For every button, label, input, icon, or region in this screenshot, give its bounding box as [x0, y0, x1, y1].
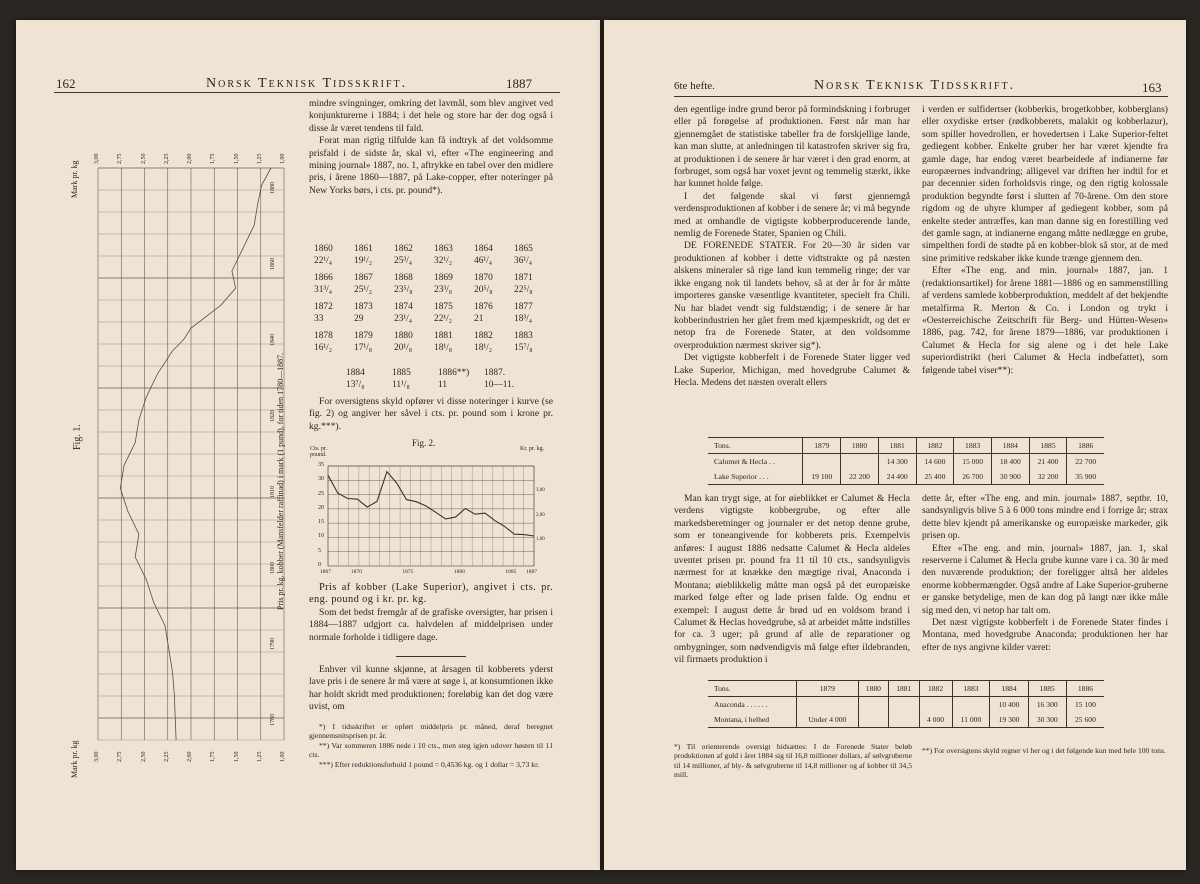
price-table-row — [314, 342, 554, 354]
table-header-cell: 1880 — [841, 438, 879, 454]
price-cell: 23³/₈ — [434, 285, 453, 295]
price-cell: 1879 — [354, 331, 373, 341]
price-cell: 1874 — [394, 302, 413, 312]
table-header-cell: 1880 — [858, 681, 888, 697]
price-cell: 1887. — [484, 368, 506, 378]
fig1-label: Fig. 1. — [72, 424, 83, 450]
right-footnote-left — [674, 742, 912, 780]
fig1-scale-label: 1,00 — [280, 153, 286, 164]
paragraph: dette år, efter «The eng. and min. journal» 1887, septbr. 10, sandsynligvis blive 5 à 6 000 tons mindre end i forrige år; strax dette blev kjendt på amerikanske og europæiske markeder, gik prisen op. — [922, 493, 1168, 542]
fig1-scale-label: 2,50 — [140, 153, 147, 164]
last-paragraph-block — [309, 664, 553, 714]
table-header-cell: 1886 — [1066, 681, 1104, 697]
fig1-scale-label: 3,00 — [94, 153, 100, 164]
price-cell: 31³/₄ — [314, 285, 333, 295]
fig2-x-label: 1887 — [526, 569, 537, 575]
fig2-right-tick: 3,00 — [536, 488, 545, 494]
journal-title-left: Norsk Teknisk Tidsskrift. — [206, 76, 408, 91]
curve-paragraph — [309, 396, 553, 433]
section-divider — [396, 656, 466, 657]
fig2-left-tick: 35 — [318, 462, 324, 468]
table-cell: 14 300 — [878, 454, 916, 470]
price-cell: 1864 — [474, 244, 493, 254]
fig1-scale-label: 1,00 — [280, 751, 286, 762]
table-header-cell: 1881 — [878, 438, 916, 454]
price-cell: 25³/₄ — [394, 256, 413, 266]
table-cell: 14 600 — [916, 454, 954, 470]
price-cell: 1884 — [346, 368, 365, 378]
price-cell: 1870 — [474, 273, 493, 283]
price-cell: 1885 — [392, 368, 411, 378]
table-cell: 19 300 — [990, 712, 1028, 728]
header-rule — [54, 92, 560, 93]
price-cell: 18³/₄ — [514, 314, 533, 324]
table-header-cell: 1884 — [991, 438, 1029, 454]
price-cell: 23¹/₄ — [394, 314, 413, 324]
fig2-left-tick: 25 — [318, 490, 324, 497]
paragraph: Efter «The eng. and min. journal» 1887, jan. 1, skal reserverne i Calumet & Hecla grube kunne vare i ca. 30 år med den nuværende produktion; der foreligger altså her aldeles enorme kobbermængder. Også andre af Lake Superior-gruberne er ganske betydelige, men de kan dog på langt nær ikke måle sig med den, vi netop har talt om. — [922, 542, 1168, 616]
table-header-cell: 1884 — [990, 681, 1028, 697]
fig1-scale-label: 2,25 — [163, 153, 170, 164]
table-cell: 22 700 — [1067, 454, 1104, 470]
price-cell: 1861 — [354, 244, 373, 254]
fig1-scale-label: 3,00 — [94, 751, 100, 762]
price-cell: 1877 — [514, 302, 533, 312]
price-cell: 1873 — [354, 302, 373, 312]
table-cell: 18 400 — [991, 454, 1029, 470]
table-cell — [889, 712, 919, 728]
table-header-cell: Tons. — [708, 681, 797, 697]
figure-2-svg — [306, 438, 558, 584]
paragraph: Det næst vigtigste kobberfelt i de Forenede Stater findes i Montana, med hovedgrube Anaconda; produktionen her har efter de nys angivne kilder været: — [922, 617, 1168, 653]
fig2-left-unit: Cts. pr. pound. — [310, 446, 328, 458]
paragraph: Efter «The eng. and min. journal» 1887, jan. 1 (redaktionsartikel) for årene 1881—1886 og en sammenstilling af verdens samlede kobberproduktion, meddelt af det bekjendte metalfirma R. Merton & Co. i London og trykt i «Oesterreichische Zeitschrift für Berg- und Hütten-Wesen» 1886, pag. 742, for årene 1879—1886, var produktionen i Calumet & Hecla for sig alene og i det hele Lake superiordistrikt (heri Calumet & Hecla indbefattet), som følgende tabel viser**): — [922, 265, 1168, 376]
table-cell — [858, 712, 888, 728]
fig2-caption-block — [309, 582, 553, 644]
fig1-year-label: 1790 — [270, 638, 276, 650]
table-cell: 16 300 — [1028, 697, 1066, 713]
fig1-scale-label: 2,25 — [163, 751, 170, 762]
fig2-left-tick: 20 — [318, 504, 324, 511]
figure-2 — [306, 438, 558, 584]
table-row — [708, 712, 1104, 728]
fig1-scale-label: 1,50 — [233, 751, 240, 762]
table-cell — [952, 697, 990, 713]
paragraph: Man kan trygt sige, at for øieblikket er Calumet & Hecla verdens vigtigste kobbergrube, og efter alle markedsberetninger og journaler er det netop denne grube, som er toneangivende for kobberets pris. Exempelvis anføres: I august 1886 nedsatte Calumet & Hecla aldeles uventet prisen pr. pound fra 11 til 10 cts., sandsynligvis nærmest for at knække den mægtige rival, Anaconda i Montana; øieblikkelig måtte man også på det europæiske marked følge efter og lade prisen falde. Og endnu et exempel: I august dette år brød ud en voldsom brand i Calumet & Heclas hovedgrube, så at arbeidet måtte indstilles for ca. 3 uger; på grund af alle de reparationer og ombygninger, som nødvendigvis må følge efter ildebranden, vil firmaets produktion i — [674, 493, 910, 666]
price-cell: 25¹/₂ — [354, 285, 373, 295]
paragraph: For oversigtens skyld opfører vi disse noteringer i kurve (se fig. 2) og angiver her såvel i cts. pr. pound som i krone pr. kg.***). — [309, 396, 553, 432]
table-cell: 15 000 — [954, 454, 992, 470]
table-row — [708, 697, 1104, 713]
left-page — [16, 20, 600, 870]
fig1-scale-label: 2,75 — [117, 153, 124, 164]
price-cell: 19¹/₂ — [354, 256, 373, 266]
price-cell: 10—11. — [484, 380, 515, 390]
table-header-cell: 1883 — [954, 438, 992, 454]
paragraph: I det følgende skal vi først gjennemgå verdensproduktionen af kobber i de senere år; vi må begynde med at omhandle de vigtigste kobberproducerende lande, nemlig de Forenede Stater, Spanien og Chili. — [674, 190, 910, 240]
fig1-year-label: 1800 — [270, 562, 276, 574]
fig2-x-label: 1870 — [350, 569, 362, 575]
price-table-row — [314, 284, 554, 296]
price-cell: 1880 — [394, 331, 413, 341]
figure-1 — [70, 128, 306, 778]
footnote: *) Til orienterende oversigt hidsættes: I de Forenede Stater beløb produktionen af guld i året 1884 sig til 16,8 millioner dollars, af sølvgruberne til 14 millioner, af bly- & sølvgruberne til 14,8 millioner og af kobber til 34,5 mill. — [674, 742, 912, 780]
table-cell: 30 300 — [1028, 712, 1066, 728]
table-cell: 32 200 — [1029, 469, 1067, 485]
price-cell: 32¹/₂ — [434, 256, 453, 266]
fig2-caption: Pris af kobber (Lake Superior), angivet i cts. pr. eng. pound og i kr. pr. kg. — [309, 582, 553, 606]
fig1-scale-label: 1,25 — [256, 751, 263, 762]
fig2-right-tick: 1,00 — [536, 537, 545, 543]
table-cell: 19 100 — [803, 469, 841, 485]
fig2-left-tick: 10 — [318, 533, 324, 540]
table-cell: Montana, i helhed — [708, 712, 797, 728]
header-rule — [674, 96, 1168, 97]
issue-label: 6te hefte. — [674, 80, 715, 92]
price-cell: 36¹/₄ — [514, 256, 533, 266]
table-header-cell: Tons. — [708, 438, 803, 454]
price-cell: 11¹/₈ — [392, 380, 410, 390]
price-cell: 22⁵/₈ — [514, 285, 533, 295]
fig1-scale-label: 1,25 — [256, 153, 263, 164]
fig1-scale-label: 2,75 — [117, 751, 124, 762]
price-cell: 15⁷/₈ — [514, 343, 533, 353]
price-cell: 1866 — [314, 273, 333, 283]
footnote: **) For oversigtens skyld regner vi her og i det følgende kun med hele 100 tons. — [922, 746, 1166, 755]
table-cell: Anaconda . . . . . . — [714, 700, 768, 709]
year-label: 1887 — [506, 76, 532, 91]
table-header-row — [708, 681, 1104, 697]
price-cell: 33 — [314, 314, 324, 324]
left-footnotes — [309, 722, 553, 769]
price-cell: 29 — [354, 314, 364, 324]
price-cell: 22¹/₂ — [434, 314, 453, 324]
right-col-b — [922, 104, 1168, 377]
paragraph: i verden er sulfidertser (kobberkis, brogetkobber, kobberglans) eller oxydiske ertser (rødkobberets, malakit og kobberlazur), som spiller hovedrollen, er hovedertsen i Lake Superior-feltet gediegent kobber. Enkelte gruber her har været kjendte fra gamle dage, har endog været bearbeidede af indianerne før europæernes indvandring; alligevel var driften her indtil for et par decennier siden forholdsvis ringe, og den rigtig kolossale produktion begyndte først i slutten af 70-årene. Om den store rigdom og de uhyre klumper af gediegent kobber, som på enkelte steder antræffes, kan man danne sig en forestilling ved det gamle sagn, at indianerne engang måtte nedlægge en grube, simpelthen fordi de stødte på en kobber-blok så stor, at de med sine primitive redskaber ikke kunde trænge gjennem den. — [922, 104, 1168, 264]
price-table-row — [314, 243, 554, 255]
table-row — [708, 454, 1104, 470]
table-row — [708, 469, 1104, 485]
table-cell: Under 4 000 — [797, 712, 859, 728]
table-header-cell: 1881 — [889, 681, 919, 697]
price-table-row — [314, 301, 554, 313]
fig1-year-label: 1780 — [270, 714, 276, 726]
paragraph: Det vigtigste kobberfelt i de Forenede Stater ligger ved Lake Superior, Michigan, med hovedgrube Calumet & Hecla. Medens det næsten overalt ellers — [674, 352, 910, 388]
paragraph: Enhver vil kunne skjønne, at årsagen til kobberets yderst lave pris i de senere år må være at søge i, at konsumtionen ikke har holdt skridt med produktionen; foreløbig kan det dog være uvist, om — [309, 664, 553, 713]
fig2-label: Fig. 2. — [412, 438, 436, 448]
table-cell — [803, 454, 841, 470]
fig2-left-tick: 5 — [318, 547, 321, 554]
production-table-lake-superior — [708, 437, 1104, 485]
price-cell: 20¹/₈ — [394, 343, 413, 353]
fig2-x-label: 1885 — [505, 569, 517, 575]
price-cell: 1883 — [514, 331, 533, 341]
fig2-x-label: 1880 — [453, 569, 465, 575]
footnote: *) I tidsskriftet er opført middelpris pr. måned, deraf beregnet gjennemsnitsprisen pr. år. — [309, 722, 553, 741]
fig1-bottom-axis-label: Mark pr. kg — [70, 740, 79, 778]
table-cell: 10 400 — [990, 697, 1028, 713]
fig1-scale-label: 1,75 — [210, 751, 217, 762]
price-table-row — [346, 367, 530, 379]
fig1-scale-label: 2,00 — [187, 751, 193, 762]
footnote: ***) Efter reduktionsforhold 1 pound = 0,4536 kg. og 1 dollar = 3,73 kr. — [319, 759, 540, 769]
fig1-year-label: 1880 — [270, 182, 276, 194]
paragraph: DE FORENEDE STATER. For 20—30 år siden var produktionen af kobber i dette vidtstrakte og på næsten alskens mineraler så rige land kun temmelig ringe; der var ikke engang nok til landets behov, så at der år for år måtte importeres ganske væsentlige kvantiteter, specielt fra Chili. Nu har bladet vendt sig fuldstændig; i de senere år har kobberindustrien her gået frem med kjæmpeskridt, og det er netop fra de Forenede Stater, at den voldsomme overproduktion nærmest skriver sig*). — [674, 240, 910, 351]
fig1-scale-label: 2,00 — [187, 153, 193, 164]
table-header-cell: 1882 — [919, 681, 952, 697]
table-header-cell: 1886 — [1067, 438, 1104, 454]
table-cell: Lake Superior . . . — [708, 469, 803, 485]
page-number-right: 163 — [1142, 80, 1162, 95]
table-cell: 30 900 — [991, 469, 1029, 485]
right-col-d — [922, 493, 1168, 654]
table-cell: 15 100 — [1066, 697, 1104, 713]
table-cell: 21 400 — [1029, 454, 1067, 470]
table-header-cell: 1879 — [797, 681, 859, 697]
table-header-cell: 1879 — [803, 438, 841, 454]
table-cell — [858, 697, 888, 713]
paragraph: den egentlige indre grund beror på formindskning i forbruget eller på forøgelse af produktionen. Først når man har gjennemgået de statistiske tabeller fra de forskjellige lande, kan man slutte, at anledningen til katastrofen skriver sig fra, at produktionen i de senere år har været i den grad enorm, at forbruget, som også har voxet jevnt og temmelig stærkt, ikke har kunnet holde følge. — [674, 104, 910, 190]
fig1-top-axis-label: Mark pr. kg — [70, 160, 79, 198]
fig1-vertical-caption: Pris pr. kg. kobber (Mansfelder raffinad) i mark (1 pund), for tiden 1780—1887. — [276, 352, 285, 610]
price-cell: 1875 — [434, 302, 453, 312]
paragraph: Som det bedst fremgår af de grafiske oversigter, har prisen i 1884—1887 udgjort ca. halvdelen af middelprisen under normale forholde i tidligere dage. — [309, 606, 553, 643]
price-cell: 1872 — [314, 302, 333, 312]
price-cell: 18¹/₂ — [474, 343, 493, 353]
right-footnote-right — [922, 746, 1168, 755]
paragraph: mindre svingninger, omkring det lavmål, som blev angivet ved konjunkturerne i 1884; i det hele og store har der dog også i disse år været tendens til fald. — [309, 98, 553, 134]
price-table-row — [314, 313, 554, 325]
fig1-scale-label: 2,50 — [140, 751, 147, 762]
price-table-row — [314, 255, 554, 267]
price-cell: 46¹/₄ — [474, 256, 493, 266]
fig2-right-tick: 2,00 — [536, 512, 545, 518]
table-cell — [919, 697, 952, 713]
fig2-left-tick: 0 — [318, 562, 321, 568]
price-table — [314, 243, 554, 359]
table-cell — [841, 454, 879, 470]
table-header-cell: 1883 — [952, 681, 990, 697]
table-header-cell: 1882 — [916, 438, 954, 454]
price-cell: 21 — [474, 314, 484, 324]
journal-title-right: Norsk Teknisk Tidsskrift. — [814, 78, 1016, 93]
price-cell: 22¹/₄ — [314, 256, 333, 266]
price-cell: 1886**) — [438, 368, 470, 378]
price-cell: 18¹/₈ — [434, 343, 453, 353]
fig2-x-label: 1875 — [402, 569, 414, 575]
fig1-scale-label: 1,75 — [210, 153, 217, 164]
fig1-year-label: 1840 — [270, 334, 276, 346]
price-cell: 1865 — [514, 244, 533, 254]
price-cell: 1867 — [354, 273, 373, 283]
table-cell: 4 000 — [919, 712, 952, 728]
price-cell: 1882 — [474, 331, 493, 341]
table-cell: 24 400 — [878, 469, 916, 485]
fig2-x-label: 1867 — [320, 569, 331, 575]
left-text-col — [309, 98, 553, 197]
table-header-cell: 1885 — [1029, 438, 1067, 454]
price-cell: 16¹/₂ — [314, 343, 333, 353]
price-cell: 20⁵/₈ — [474, 285, 493, 295]
page-number-left: 162 — [56, 76, 76, 91]
right-page — [604, 20, 1186, 870]
table-header-row — [708, 438, 1104, 454]
table-cell: 26 700 — [954, 469, 992, 485]
price-cell: 1863 — [434, 244, 453, 254]
price-cell: 1881 — [434, 331, 453, 341]
price-cell: 11 — [438, 380, 448, 390]
fig2-left-tick: 30 — [318, 476, 324, 483]
price-cell: 1878 — [314, 331, 333, 341]
table-cell: 25 600 — [1066, 712, 1104, 728]
table-cell: 11 000 — [952, 712, 990, 728]
paragraph: Forat man rigtig tilfulde kan få indtryk af det voldsomme prisfald i de sidste år, skal vi, efter «The engineering and mining journal» 1887, no. 1, aftrykke en tabel over den midlere pris, i årene 1860—1887, på Lake-copper, efter noteringer på New Yorks børs, i cts. pr. pound*). — [309, 135, 553, 196]
table-cell: 35 900 — [1067, 469, 1104, 485]
price-cell: 1868 — [394, 273, 413, 283]
fig1-year-label: 1820 — [270, 410, 276, 422]
price-cell: 1860 — [314, 244, 333, 254]
price-cell: 1869 — [434, 273, 453, 283]
right-col-a — [674, 104, 910, 389]
right-col-c — [674, 493, 910, 667]
price-table-row — [346, 379, 530, 391]
price-cell: 1876 — [474, 302, 493, 312]
price-table-last-row — [346, 367, 530, 391]
table-header-cell: 1885 — [1028, 681, 1066, 697]
production-table-montana — [708, 680, 1104, 728]
table-cell: Calumet & Hecla . . — [714, 457, 775, 466]
footnote: **) Var sommeren 1886 nede i 10 cts., men steg igjen udover høsten til 11 cts. — [309, 740, 553, 760]
price-cell: 17¹/₈ — [354, 343, 373, 353]
fig1-scale-label: 1,50 — [233, 153, 240, 164]
price-cell: 1871 — [514, 273, 533, 283]
price-cell: 1862 — [394, 244, 413, 254]
table-cell — [889, 697, 919, 713]
price-cell: 23⁵/₈ — [394, 285, 413, 295]
fig1-year-label: 1810 — [270, 486, 276, 498]
fig2-left-tick: 15 — [318, 519, 324, 526]
table-cell: 25 400 — [916, 469, 954, 485]
price-table-row — [314, 330, 554, 342]
figure-1-svg — [76, 128, 306, 778]
table-cell — [797, 697, 859, 713]
price-table-row — [314, 272, 554, 284]
fig1-year-label: 1860 — [270, 258, 276, 270]
price-cell: 13⁷/₈ — [346, 380, 365, 390]
table-cell: 22 200 — [841, 469, 879, 485]
fig2-right-unit: Kr. pr. kg. — [520, 446, 545, 452]
